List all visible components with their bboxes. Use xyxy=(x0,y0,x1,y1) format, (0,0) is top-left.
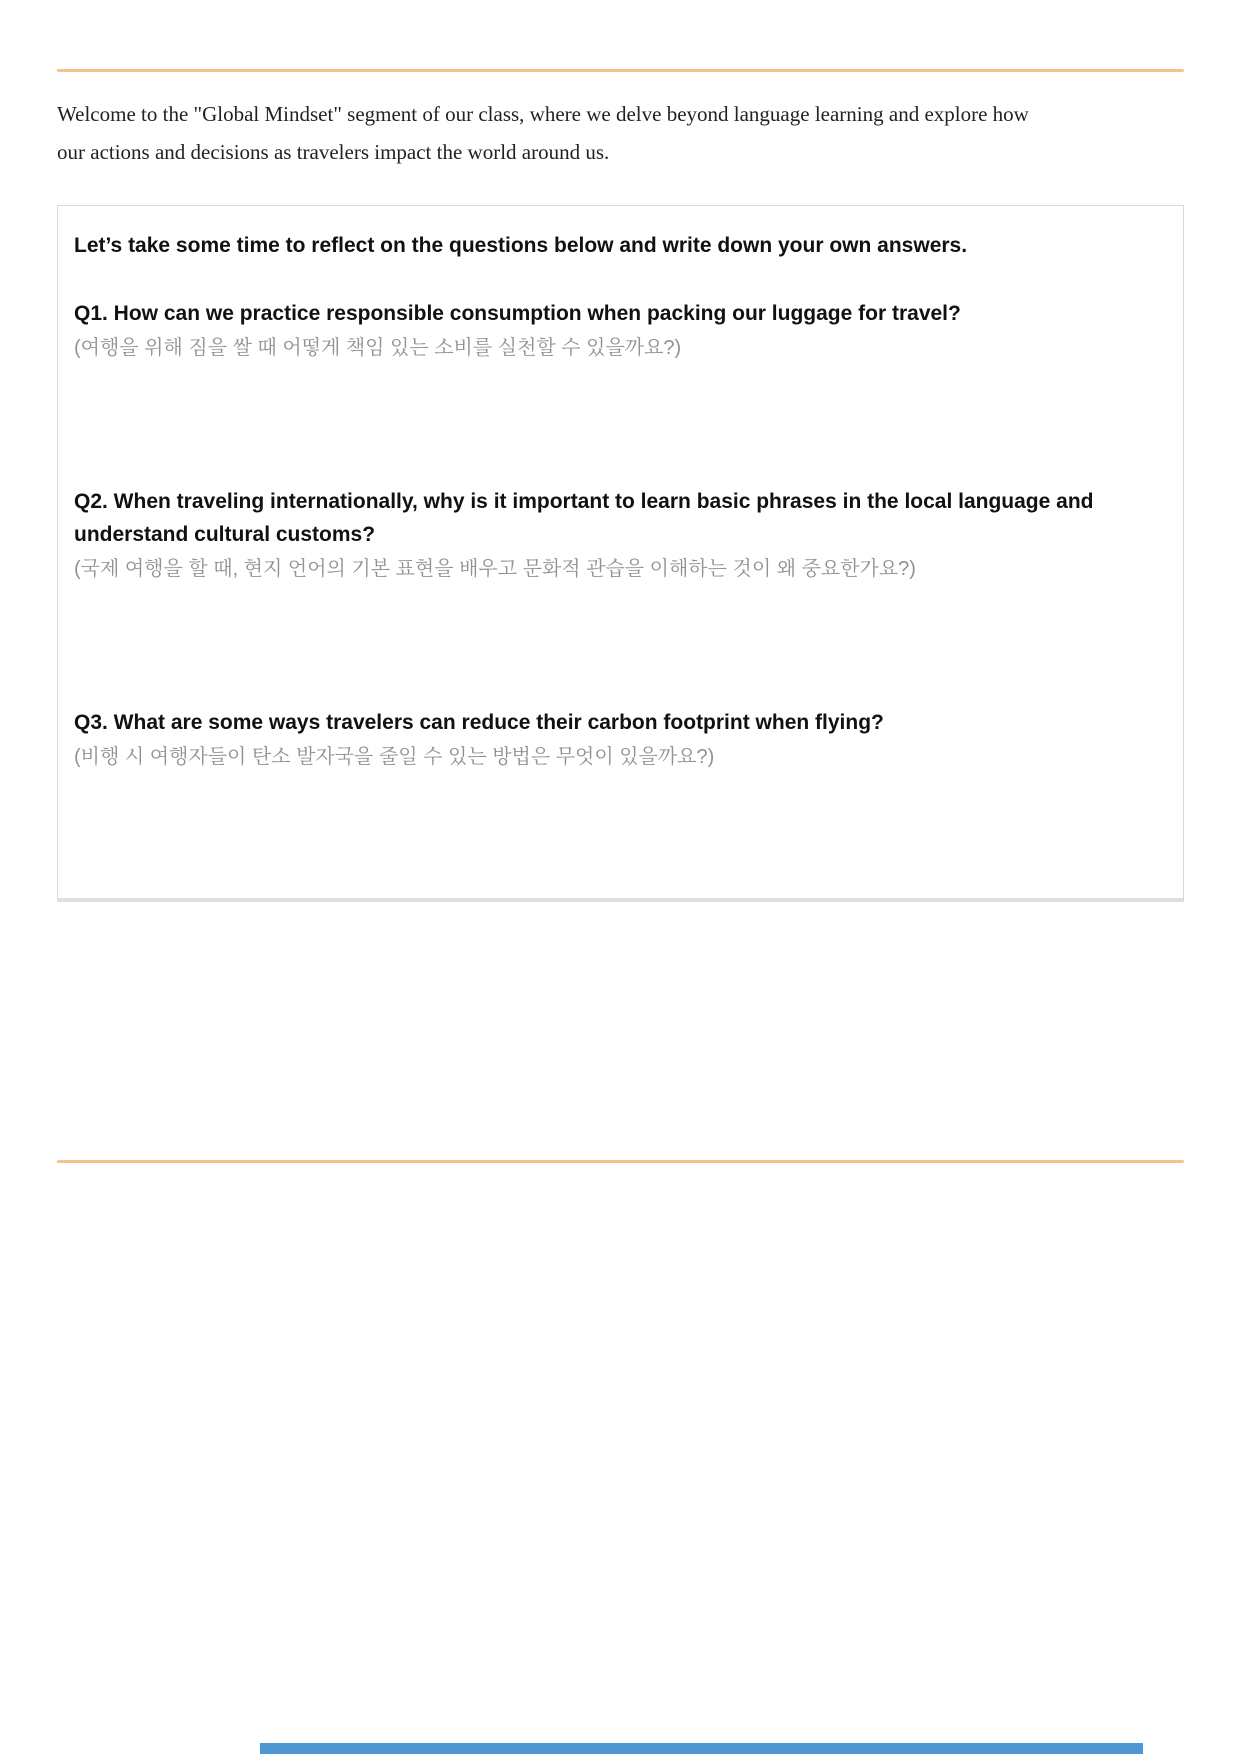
question-item-q1 xyxy=(74,297,1163,365)
bottom-blue-bar[interactable] xyxy=(260,1743,1143,1754)
question-item-q2 xyxy=(74,485,1163,586)
question-translation: (비행 시 여행자들이 탄소 발자국을 줄일 수 있는 방법은 무엇이 있을까요?) xyxy=(74,746,715,768)
question-translation: (여행을 위해 짐을 쌀 때 어떻게 책임 있는 소비를 실천할 수 있을까요?) xyxy=(74,337,682,359)
question-box-heading: Let’s take some time to reflect on the questions below and write down your own answers. xyxy=(74,234,968,257)
question-title: Q3. What are some ways travelers can reduce their carbon footprint when flying? xyxy=(74,711,884,734)
intro-paragraph: Welcome to the "Global Mindset" segment of our class, where we delve beyond language learning and explore how our actions and decisions as travelers impact the world around us. xyxy=(57,102,1029,164)
question-item-q3 xyxy=(74,706,1163,774)
bottom-divider-line xyxy=(57,1160,1184,1163)
page-content xyxy=(57,69,1184,1163)
question-box xyxy=(57,205,1184,902)
question-translation: (국제 여행을 할 때, 현지 언어의 기본 표현을 배우고 문화적 관습을 이해하는 것이 왜 중요한가요?) xyxy=(74,558,916,580)
top-divider-line xyxy=(57,69,1184,72)
question-title: Q1. How can we practice responsible consumption when packing our luggage for travel? xyxy=(74,302,961,325)
question-title: Q2. When traveling internationally, why is it important to learn basic phrases in the local language and understand cultural customs? xyxy=(74,490,1094,546)
